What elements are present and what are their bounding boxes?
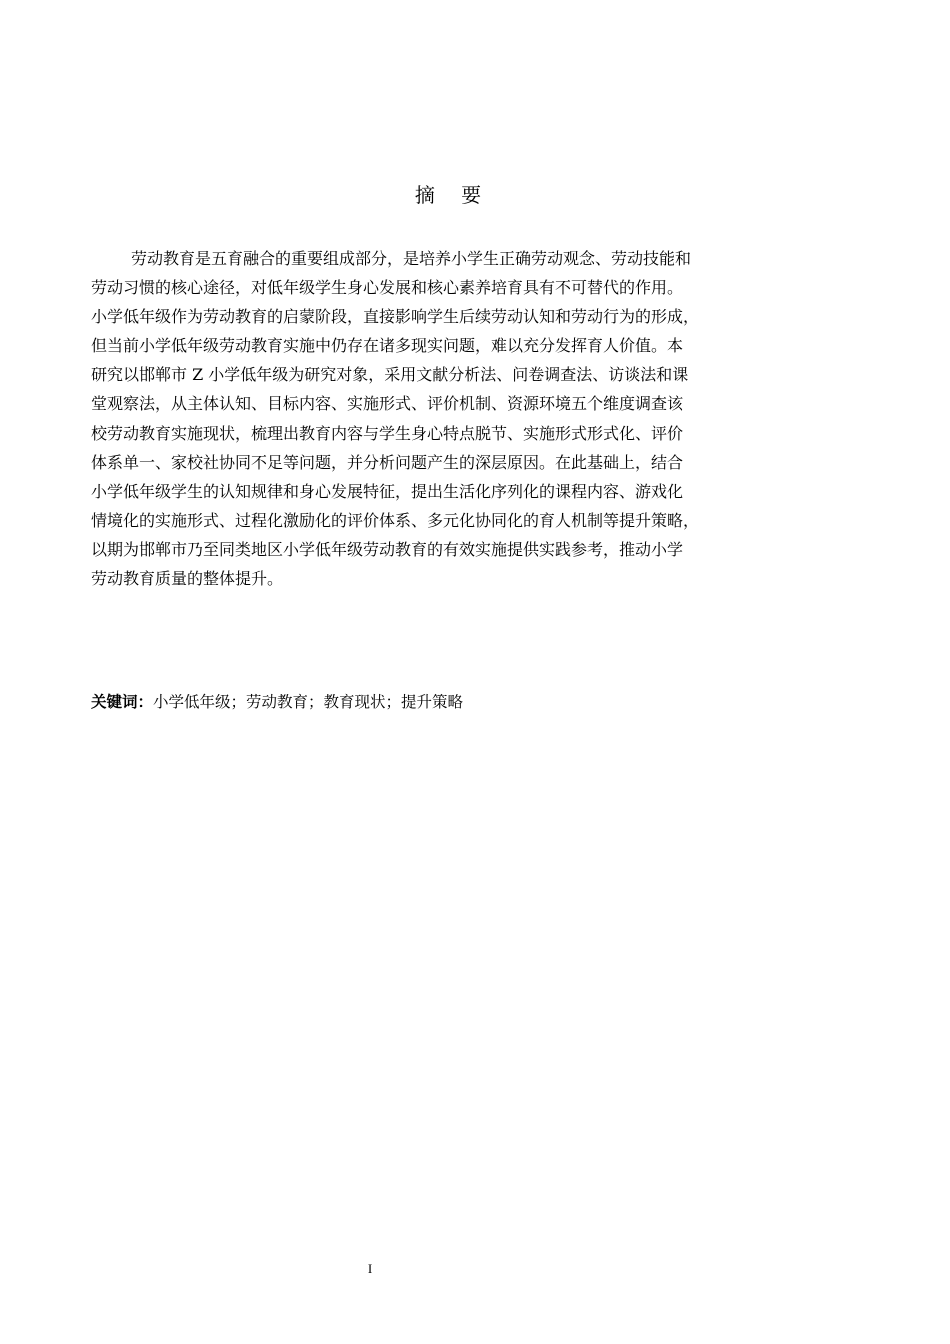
abstract-line: 劳动教育是五育融合的重要组成部分，是培养小学生正确劳动观念、劳动技能和 — [131, 249, 692, 268]
abstract-body — [91, 244, 817, 593]
page-number: I — [367, 1261, 373, 1276]
abstract-line: 劳动教育质量的整体提升。 — [91, 569, 284, 589]
abstract-line: 体系单一、家校社协同不足等问题，并分析问题产生的深层原因。在此基础上，结合 — [91, 452, 684, 472]
abstract-line: 堂观察法，从主体认知、目标内容、实施形式、评价机制、资源环境五个维度调查该 — [91, 394, 684, 414]
abstract-line: 以期为邯郸市乃至同类地区小学低年级劳动教育的有效实施提供实践参考，推动小学 — [91, 539, 684, 559]
keywords-label: 关键词： — [91, 693, 154, 711]
abstract-line: 情境化的实施形式、过程化激励化的评价体系、多元化协同化的育人机制等提升策略， — [91, 510, 700, 530]
abstract-line: 小学低年级学生的认知规律和身心发展特征，提出生活化序列化的课程内容、游戏化 — [91, 481, 684, 501]
abstract-line: 劳动习惯的核心途径，对低年级学生身心发展和核心素养培育具有不可替代的作用。 — [91, 278, 684, 298]
abstract-line: 但当前小学低年级劳动教育实施中仍存在诸多现实问题，难以充分发挥育人价值。本 — [91, 336, 684, 356]
abstract-line: 校劳动教育实施现状，梳理出教育内容与学生身心特点脱节、实施形式形式化、评价 — [91, 423, 684, 443]
keywords-value: 小学低年级；劳动教育；教育现状；提升策略 — [153, 693, 464, 711]
keywords-line — [91, 690, 817, 714]
abstract-title: 摘 要 — [414, 183, 492, 207]
abstract-line: 研究以邯郸市 Z 小学低年级为研究对象，采用文献分析法、问卷调查法、访谈法和课 — [91, 365, 689, 385]
abstract-line: 小学低年级作为劳动教育的启蒙阶段，直接影响学生后续劳动认知和劳动行为的形成， — [91, 307, 700, 327]
